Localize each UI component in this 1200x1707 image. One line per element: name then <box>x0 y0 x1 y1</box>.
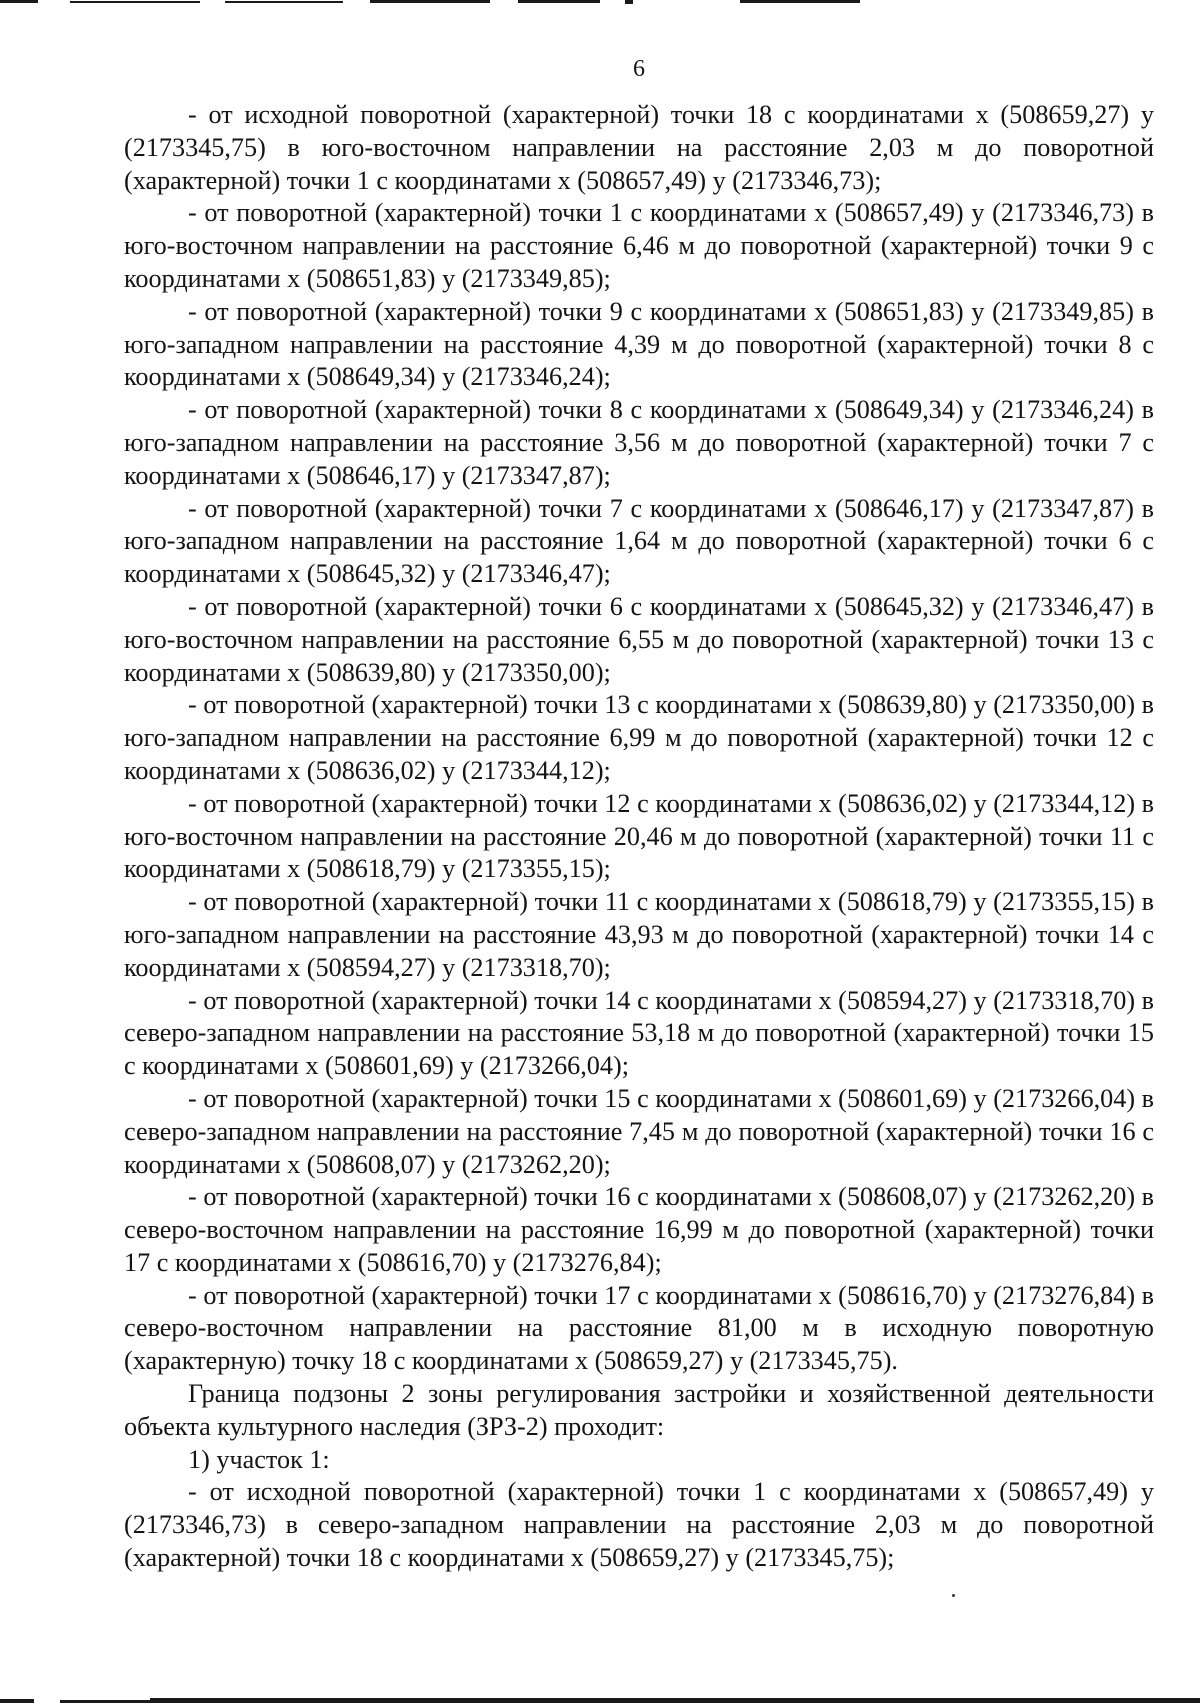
paragraph-segment-15-16: - от поворотной (характерной) точки 15 с координатами х (508601,69) у (2173266,04) в северо-западном направлении на расстояние 7,45 м до поворотной (характерной) точки 16 с координатами х (508608,07) у (2173262,20); <box>124 1083 1154 1179</box>
paragraph-zone-heading: Граница подзоны 2 зоны регулирования застройки и хозяйственной деятельности объекта культурного наследия (ЗРЗ-2) проходит: <box>124 1379 1154 1441</box>
page-number: 6 <box>633 56 645 82</box>
paragraph-segment-12-11: - от поворотной (характерной) точки 12 с координатами х (508636,02) у (2173344,12) в юго-восточном направлении на расстояние 20,46 м до поворотной (характерной) точки 11 с координатами х (508618,79) у (2173355,15); <box>124 788 1154 884</box>
paragraph-segment-1-9: - от поворотной (характерной) точки 1 с координатами х (508657,49) у (2173346,73) в юго-восточном направлении на расстояние 6,46 м до поворотной (характерной) точки 9 с координатами х (508651,83) у (2173349,85); <box>124 198 1154 293</box>
paragraph-segment-6-13: - от поворотной (характерной) точки 6 с координатами х (508645,32) у (2173346,47) в юго-восточном направлении на расстояние 6,55 м до поворотной (характерной) точки 13 с координатами х (508639,80) у (2173350,00); <box>124 591 1154 687</box>
paragraph-segment-16-17: - от поворотной (характерной) точки 16 с координатами х (508608,07) у (2173262,20) в северо-восточном направлении на расстояние 16,99 м до поворотной (характерной) точки 17 с координатами х (508616,70) у (2173276,84); <box>124 1182 1154 1277</box>
paragraph-section-label: 1) участок 1: <box>188 1444 330 1474</box>
paragraph-segment-8-7: - от поворотной (характерной) точки 8 с координатами х (508649,34) у (2173346,24) в юго-западном направлении на расстояние 3,56 м до поворотной (характерной) точки 7 с координатами х (508646,17) у (2173347,87); <box>124 395 1154 490</box>
paragraph-segment-18-1: - от исходной поворотной (характерной) точки 18 с координатами х (508659,27) у (2173345,75) в юго-восточном направлении на расстояние 2,03 м до поворотной (характерной) точки 1 с координатами х (508657,49) у (2173346,73); <box>124 100 1154 195</box>
scan-speck <box>952 1594 955 1597</box>
paragraph-segment-1-18: - от исходной поворотной (характерной) точки 1 с координатами х (508657,49) у (2173346,73) в северо-западном направлении на расстояние 2,03 м до поворотной (характерной) точки 18 с координатами х (508659,27) у (2173345,75); <box>124 1477 1154 1573</box>
paragraph-segment-17-18: - от поворотной (характерной) точки 17 с координатами х (508616,70) у (2173276,84) в северо-восточном направлении на расстояние 81,00 м в исходную поворотную (характерную) точку 18 с координатами х (508659,27) у (2173345,75). <box>124 1280 1154 1376</box>
paragraph-segment-13-12: - от поворотной (характерной) точки 13 с координатами х (508639,80) у (2173350,00) в юго-западном направлении на расстояние 6,99 м до поворотной (характерной) точки 12 с координатами х (508636,02) у (2173344,12); <box>124 690 1154 785</box>
paragraph-segment-7-6: - от поворотной (характерной) точки 7 с координатами х (508646,17) у (2173347,87) в юго-западном направлении на расстояние 1,64 м до поворотной (характерной) точки 6 с координатами х (508645,32) у (2173346,47); <box>124 493 1154 589</box>
paragraph-segment-11-14: - от поворотной (характерной) точки 11 с координатами х (508618,79) у (2173355,15) в юго-западном направлении на расстояние 43,93 м до поворотной (характерной) точки 14 с координатами х (508594,27) у (2173318,70); <box>124 887 1154 982</box>
document-body <box>124 99 1154 1575</box>
scan-edge-top <box>0 0 1200 6</box>
paragraph-segment-14-15: - от поворотной (характерной) точки 14 с координатами х (508594,27) у (2173318,70) в северо-западном направлении на расстояние 53,18 м до поворотной (характерной) точки 15 с координатами х (508601,69) у (2173266,04); <box>124 985 1154 1081</box>
scan-edge-bottom <box>0 1695 1200 1707</box>
paragraph-segment-9-8: - от поворотной (характерной) точки 9 с координатами х (508651,83) у (2173349,85) в юго-западном направлении на расстояние 4,39 м до поворотной (характерной) точки 8 с координатами х (508649,34) у (2173346,24); <box>124 296 1154 392</box>
